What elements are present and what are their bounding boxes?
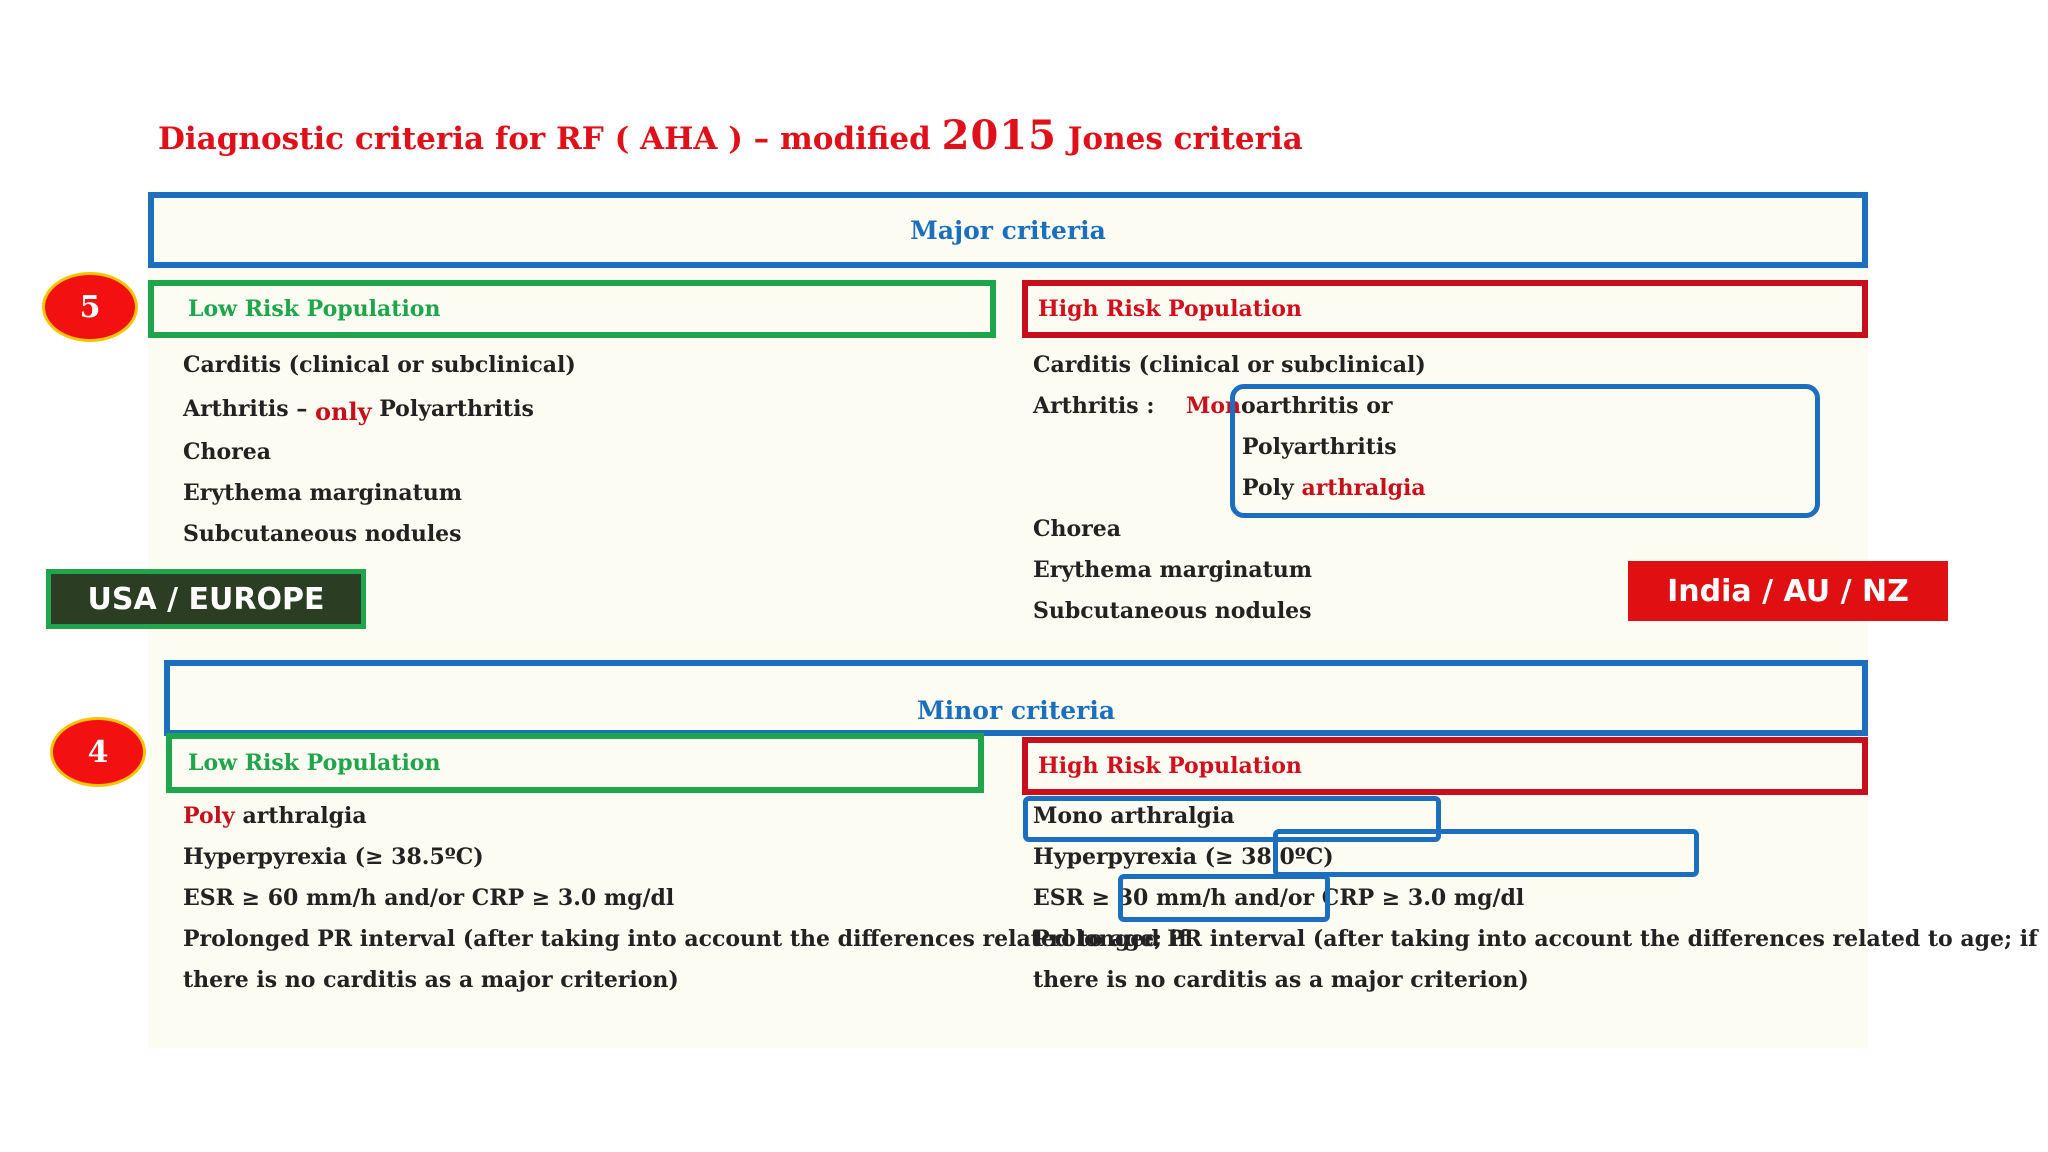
major-low-risk-label: Low Risk Population: [188, 296, 441, 322]
minor-low-risk-header: [166, 733, 984, 793]
mono-rest: oarthritis or: [1241, 393, 1393, 419]
arthritis-only: only: [315, 397, 372, 426]
major-count-value: 5: [79, 289, 101, 325]
minor-count-badge: [50, 717, 146, 787]
major-high-arthritis-label: Arthritis :: [1033, 393, 1155, 419]
major-high-erythema: Erythema marginatum: [1033, 557, 1313, 583]
minor-low-risk-label: Low Risk Population: [188, 750, 441, 776]
page-title: [158, 112, 1303, 159]
major-low-erythema: Erythema marginatum: [183, 480, 463, 506]
major-low-arthritis: [183, 393, 534, 426]
major-high-nodules: Subcutaneous nodules: [1033, 598, 1312, 624]
major-high-risk-header: [1022, 280, 1868, 338]
region-usa-europe: [46, 569, 366, 629]
major-criteria-label: Major criteria: [910, 215, 1106, 245]
minor-count-value: 4: [87, 734, 109, 770]
minor-low-pr-line1: Prolonged PR interval (after taking into account the differences related to age; if: [183, 926, 1188, 952]
arthritis-prefix: Arthritis –: [183, 396, 308, 422]
minor-high-hyperpyrexia: Hyperpyrexia (≥ 38.0ºC): [1033, 844, 1334, 870]
minor-high-pr-line2: there is no carditis as a major criterion): [1033, 967, 1529, 993]
minor-low-pr-line2: there is no carditis as a major criterion): [183, 967, 679, 993]
arthritis-highlight-outline: [1230, 384, 1820, 518]
major-high-carditis: Carditis (clinical or subclinical): [1033, 352, 1426, 378]
minor-low-hyperpyrexia: Hyperpyrexia (≥ 38.5ºC): [183, 844, 484, 870]
minor-high-risk-label: High Risk Population: [1038, 753, 1302, 779]
major-low-chorea: Chorea: [183, 439, 272, 465]
minor-high-pr-line1: Prolonged PR interval (after taking into account the differences related to age; if: [1033, 926, 2038, 952]
mono-prefix: Mon: [1186, 393, 1242, 419]
region-india-au-nz-label: India / AU / NZ: [1667, 573, 1909, 609]
minor-high-mono: Mono arthralgia: [1033, 803, 1235, 829]
major-count-badge: [42, 272, 138, 342]
minor-criteria-header: [164, 660, 1868, 736]
major-high-risk-label: High Risk Population: [1038, 296, 1302, 322]
region-india-au-nz: [1628, 561, 1948, 621]
arthralgia-word: arthralgia: [242, 803, 367, 829]
major-low-carditis: Carditis (clinical or subclinical): [183, 352, 576, 378]
major-high-chorea: Chorea: [1033, 516, 1122, 542]
major-high-polyarthritis: Polyarthritis: [1242, 434, 1397, 460]
major-low-risk-header: [148, 280, 996, 338]
poly-word: Poly: [1242, 475, 1294, 501]
arthralgia-word: arthralgia: [1301, 475, 1426, 501]
temperature-highlight-outline: [1273, 829, 1699, 877]
poly-word: Poly: [183, 803, 235, 829]
minor-high-esr: ESR ≥ 30 mm/h and/or CRP ≥ 3.0 mg/dl: [1033, 885, 1525, 911]
minor-low-esr: ESR ≥ 60 mm/h and/or CRP ≥ 3.0 mg/dl: [183, 885, 675, 911]
region-usa-europe-label: USA / EUROPE: [87, 581, 325, 617]
minor-low-polyarthralgia: [183, 803, 367, 829]
minor-high-risk-header: [1022, 737, 1868, 795]
title-year: 2015: [941, 112, 1057, 159]
title-suffix: Jones criteria: [1067, 121, 1303, 157]
major-low-nodules: Subcutaneous nodules: [183, 521, 462, 547]
esr-highlight-outline: [1118, 874, 1330, 922]
title-prefix: Diagnostic criteria for RF ( AHA ) – modified: [158, 121, 931, 157]
arthritis-suffix: Polyarthritis: [379, 396, 534, 422]
minor-criteria-label: Minor criteria: [916, 695, 1116, 725]
major-criteria-header: [148, 192, 1868, 268]
